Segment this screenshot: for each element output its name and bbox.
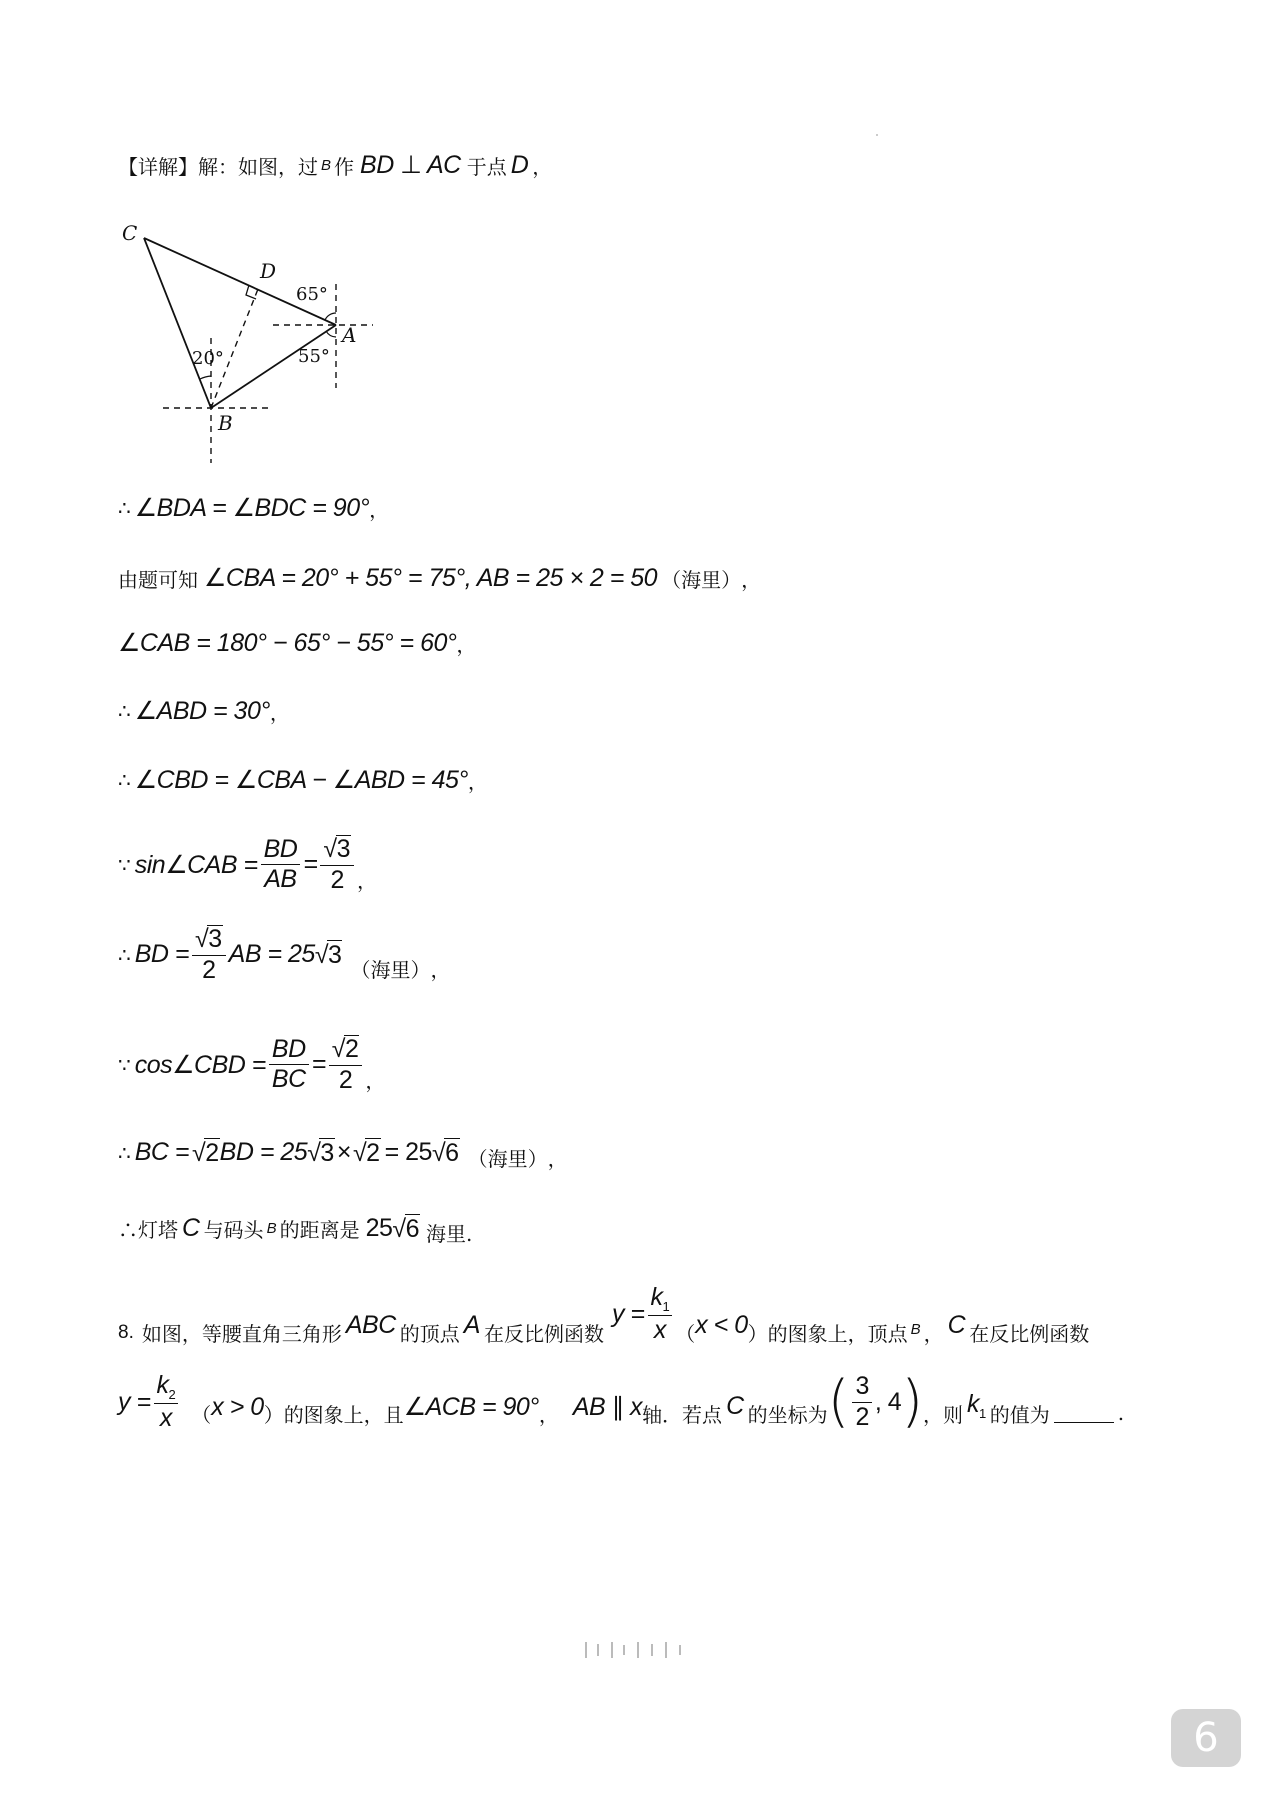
step-1 xyxy=(118,493,389,523)
sqrt-2: √2 xyxy=(192,1138,219,1167)
times: × xyxy=(336,1138,351,1166)
angle-65-label: 65° xyxy=(296,284,328,305)
y-equals: y = xyxy=(611,1300,645,1328)
problem-text: 的顶点 xyxy=(399,1322,460,1346)
point-c: C xyxy=(947,1311,966,1339)
coord-right-paren: ) xyxy=(901,1369,924,1434)
problem-text: 在反比例函数 xyxy=(483,1322,604,1346)
radicand: 6 xyxy=(405,1214,420,1243)
subscript: 2 xyxy=(168,1387,176,1402)
fraction-bd-ab xyxy=(261,836,301,894)
denominator: AB xyxy=(264,865,297,893)
k: k xyxy=(967,1389,980,1418)
unit-nautical-mile: （海里） xyxy=(661,567,742,592)
point-b: B xyxy=(910,1321,921,1338)
problem-text: 的图象上，且 xyxy=(283,1402,404,1427)
radicand: 2 xyxy=(344,1035,359,1063)
conclusion-prefix: ∴灯塔 xyxy=(118,1218,178,1242)
detail-yu-dian: 于点 xyxy=(466,154,507,179)
angle-acb-90: ∠ACB = 90° xyxy=(403,1393,539,1422)
subscript: 1 xyxy=(662,1299,670,1315)
geometry-figure xyxy=(118,218,378,468)
problem-number: 8. xyxy=(118,1321,134,1343)
comma: ， xyxy=(269,700,290,725)
comma: ， xyxy=(369,497,390,522)
step-1-expr: ∠BDA = ∠BDC = 90° xyxy=(134,494,370,522)
point-a: A xyxy=(463,1311,480,1339)
angle-arc-20 xyxy=(200,376,211,379)
because: ∵ xyxy=(118,852,131,877)
problem-text: 的值为 xyxy=(989,1402,1050,1427)
unit-nautical-mile: 海里. xyxy=(426,1222,473,1246)
triangle-abc: ABC xyxy=(345,1311,396,1339)
angle-55-label: 55° xyxy=(298,346,330,367)
y-equals: y = xyxy=(118,1387,151,1416)
label-b: B xyxy=(218,411,233,435)
step-3 xyxy=(118,628,476,658)
fraction-sqrt2-over-2 xyxy=(329,1035,363,1094)
condition-x-gt-0: x > 0 xyxy=(211,1392,264,1421)
subscript: 1 xyxy=(979,1405,986,1421)
sin-cab: sin∠CAB = xyxy=(134,850,258,879)
problem-text: 轴．若点 xyxy=(642,1402,723,1427)
fraction-k2-over-x xyxy=(154,1372,179,1433)
right-paren: ） xyxy=(747,1322,768,1346)
step-3-expr: ∠CAB = 180° − 65° − 55° = 60° xyxy=(118,629,457,657)
bc-equals: BC = xyxy=(134,1138,190,1166)
comma: ， xyxy=(467,769,488,794)
step-10 xyxy=(118,1210,472,1247)
label-d: D xyxy=(260,259,277,283)
fraction-k1-over-x xyxy=(648,1284,673,1345)
comma: ， xyxy=(357,869,378,893)
problem-text: ，则 xyxy=(923,1402,964,1427)
radicand: 2 xyxy=(366,1138,380,1167)
conclusion-distance: 的距离是 xyxy=(279,1218,360,1242)
bd-equals: BD = xyxy=(134,940,190,968)
point-d-label: D xyxy=(510,150,529,179)
radicand: 3 xyxy=(328,940,342,969)
step-5 xyxy=(118,765,488,795)
bd-equals-25: BD = 25 xyxy=(219,1138,308,1166)
answer-25: 25 xyxy=(365,1214,393,1242)
denominator: 2 xyxy=(330,865,344,894)
coord-y: , 4 xyxy=(874,1387,902,1416)
comma: ， xyxy=(430,958,451,982)
problem-text: 的图象上，顶点 xyxy=(767,1322,908,1346)
radicand: 6 xyxy=(445,1138,459,1167)
point-b: B xyxy=(266,1220,277,1237)
sqrt-6: √6 xyxy=(392,1214,420,1243)
detail-prefix: 【详解】解：如图，过 xyxy=(118,154,318,179)
problem-text: 的坐标为 xyxy=(747,1402,828,1427)
denominator: 2 xyxy=(202,955,216,984)
point-c: C xyxy=(182,1214,200,1242)
denominator: x xyxy=(653,1316,666,1345)
radicand: 3 xyxy=(336,835,351,863)
ab-parallel-x: AB ∥ x xyxy=(572,1393,643,1422)
denominator: x xyxy=(159,1404,172,1433)
therefore: ∴ xyxy=(118,496,131,520)
point-c: C xyxy=(726,1391,744,1420)
label-a: A xyxy=(342,323,357,347)
comma: ， xyxy=(456,632,477,657)
comma: ， xyxy=(741,567,762,592)
cos-cbd: cos∠CBD = xyxy=(134,1050,266,1079)
left-paren: （ xyxy=(675,1322,696,1346)
answer-blank[interactable] xyxy=(1054,1404,1114,1423)
problem-text: 如图，等腰直角三角形 xyxy=(141,1322,342,1346)
fraction-sqrt3-over-2 xyxy=(192,925,226,984)
angle-20-label: 20° xyxy=(192,348,224,369)
step-4 xyxy=(118,696,290,726)
period: . xyxy=(1117,1401,1125,1426)
step-8 xyxy=(118,1035,385,1094)
sqrt-6: √6 xyxy=(431,1138,459,1167)
comma: ， xyxy=(923,1322,944,1346)
numerator: √3 xyxy=(192,925,226,956)
therefore: ∴ xyxy=(118,1140,131,1165)
step-2-prefix: 由题可知 xyxy=(118,567,198,592)
equals: = xyxy=(303,850,318,878)
problem-text: 在反比例函数 xyxy=(969,1322,1090,1346)
detail-zuo: 作 xyxy=(334,154,355,179)
step-7 xyxy=(118,925,450,984)
fraction-3-over-2 xyxy=(852,1373,871,1431)
numerator: √2 xyxy=(329,1035,363,1066)
scan-dot xyxy=(876,134,878,136)
page-number-badge xyxy=(1171,1709,1241,1767)
problem-8-line-1 xyxy=(118,1282,1089,1347)
therefore: ∴ xyxy=(118,768,131,792)
therefore: ∴ xyxy=(118,699,131,723)
fraction-bd-bc xyxy=(269,1036,309,1094)
radicand: 3 xyxy=(208,925,222,953)
k: k xyxy=(156,1371,169,1399)
numerator xyxy=(154,1372,179,1404)
angle-arc-65 xyxy=(325,313,336,320)
angle-arc-55 xyxy=(326,331,336,337)
comma: ， xyxy=(547,1147,568,1171)
fraction-sqrt3-over-2 xyxy=(320,835,354,894)
numerator xyxy=(648,1284,673,1316)
step-9 xyxy=(118,1133,568,1172)
label-c: C xyxy=(122,221,138,245)
radicand: 3 xyxy=(320,1138,334,1167)
step-2-expr: ∠CBA = 20° + 55° = 75°, AB = 25 × 2 = 50 xyxy=(204,564,658,592)
k1-symbol xyxy=(967,1390,986,1421)
page-number: 6 xyxy=(1193,1715,1219,1761)
step-5-expr: ∠CBD = ∠CBA − ∠ABD = 45° xyxy=(134,766,468,794)
problem-8-line-2 xyxy=(118,1369,1125,1434)
sqrt-2: √2 xyxy=(352,1138,380,1167)
conclusion-mid: 与码头 xyxy=(203,1218,264,1242)
radicand: 2 xyxy=(205,1138,219,1167)
sqrt-3: √3 xyxy=(307,1138,334,1167)
comma: ， xyxy=(532,154,553,179)
denominator: 2 xyxy=(338,1065,353,1094)
numerator: √3 xyxy=(320,835,354,866)
equals-25: = 25 xyxy=(384,1138,432,1166)
detail-heading xyxy=(118,150,552,180)
condition-x-lt-0: x < 0 xyxy=(695,1311,748,1339)
right-paren: ） xyxy=(263,1402,284,1427)
unit-nautical-mile: （海里） xyxy=(467,1147,548,1171)
step-4-expr: ∠ABD = 30° xyxy=(134,697,270,725)
equals: = xyxy=(311,1050,326,1078)
sqrt-3: √3 xyxy=(314,940,342,969)
k: k xyxy=(650,1283,663,1312)
denominator: 2 xyxy=(855,1402,869,1431)
therefore: ∴ xyxy=(118,942,131,967)
point-b-label: B xyxy=(321,156,332,174)
comma: ， xyxy=(365,1069,386,1093)
bd-perp-ac: BD ⊥ AC xyxy=(360,151,461,179)
step-6 xyxy=(118,835,377,894)
comma: ， xyxy=(538,1402,559,1427)
scan-artifact xyxy=(578,1640,698,1660)
step-2 xyxy=(118,563,761,593)
denominator: BC xyxy=(271,1065,306,1093)
unit-nautical-mile: （海里） xyxy=(350,958,431,982)
numerator: BD xyxy=(261,836,301,866)
ab-equals-25: AB = 25 xyxy=(228,940,315,968)
coord-left-paren: ( xyxy=(827,1369,850,1434)
because: ∵ xyxy=(118,1052,131,1077)
numerator: 3 xyxy=(852,1373,871,1403)
numerator: BD xyxy=(269,1036,309,1066)
left-paren: （ xyxy=(191,1402,212,1427)
